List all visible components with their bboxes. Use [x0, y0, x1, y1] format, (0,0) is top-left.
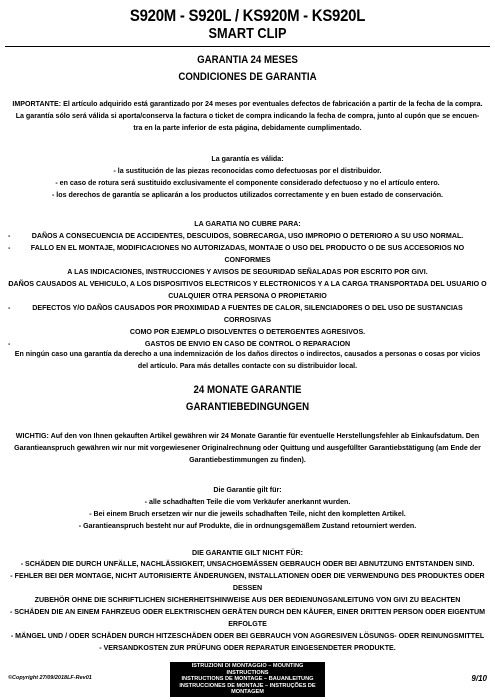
- es-valid-title: La garantía es válida:: [211, 155, 284, 163]
- es-not-item: - DAÑOS CAUSADOS AL VEHICULO, A LOS DISPOSITIVOS ELECTRICOS Y ELECTRONICOS Y A LA CARGA TRANSPORTADA DEL USUARIO O: [8, 278, 487, 290]
- es-title-2: CONDICIONES DE GARANTIA: [178, 71, 317, 83]
- instructions-banner: [170, 662, 325, 697]
- de-valid-title: Die Garantie gilt für:: [213, 486, 282, 494]
- es-intro-line: La garantía sólo será válida si aporta/conserva la factura o ticket de compra indicando la fecha de compra, junto al cupón que se encuen-: [15, 112, 480, 120]
- es-closing-line: En ningún caso una garantía da derecho a una indemnización de los daños directos o indirectos, causados a personas o cosas por vicios: [14, 350, 481, 358]
- es-closing-line: del artículo. Para más detalles contacte con su distribuidor local.: [137, 362, 358, 370]
- banner-line: INSTRUCTIONS DE MONTAGE – BAUANLEITUNG: [181, 676, 314, 682]
- de-title-2: GARANTIEBEDINGUNGEN: [185, 401, 310, 413]
- de-intro-line: WICHTIG: Auf den von Ihnen gekauften Artikel gewähren wir 24 Monate Garantie für eventuelle Herstellungsfehler ab Einkaufsdatum. Den: [15, 432, 480, 440]
- es-valid-item: - en caso de rotura será sustituido exclusivamente el componente considerado defectuoso y no el artículo entero.: [55, 179, 440, 187]
- de-not-item: - FEHLER BEI DER MONTAGE, NICHT AUTORISIERTE ÄNDERUNGEN, INSTALLATIONEN ODER DIE VERWENDUNG DES PRODUKTES ODER DESSEN: [10, 572, 485, 592]
- es-title-1: GARANTIA 24 MESES: [197, 54, 298, 66]
- es-intro: [8, 98, 487, 134]
- es-valid-list: [8, 165, 487, 201]
- de-title-1: 24 MONATE GARANTIE: [193, 384, 302, 396]
- de-valid-item: - Bei einem Bruch ersetzen wir nur die jeweils schadhaften Teile, nicht den kompletten Artikel.: [89, 510, 406, 518]
- es-intro-line: tra en la parte inferior de esta página, debidamente cumplimentado.: [133, 124, 362, 132]
- es-not-list: [8, 230, 487, 350]
- header-rule: [5, 46, 490, 47]
- banner-line: INSTRUCCIONES DE MONTAJE – INSTRUÇÕES DE MONTAGEM: [179, 682, 316, 695]
- es-not-item-cont: COMO POR EJEMPLO DISOLVENTES O DETERGENTES AGRESIVOS.: [129, 328, 366, 336]
- product-name: SMART CLIP: [208, 25, 287, 42]
- es-not-item: - FALLO EN EL MONTAJE, MODIFICACIONES NO AUTORIZADAS, MONTAJE O USO DEL PRODUCTO O DE SUS ACCESORIOS NO CONFORMES: [8, 242, 487, 266]
- de-intro-line: Garantieanspruch gewähren wir nur mit vorgewiesener Originalrechnung oder Quittung und ausgefüllter Garantiebstätigung (am Ende der: [14, 444, 481, 452]
- page-number: 9/10: [471, 674, 487, 683]
- de-intro-line: Garantiebestimmungen zu finden).: [189, 456, 306, 464]
- es-not-item: - DAÑOS A CONSECUENCIA DE ACCIDENTES, DESCUIDOS, SOBRECARGA, USO IMPROPIO O DETERIORO A SU USO NORMAL.: [8, 230, 487, 242]
- de-not-item: - VERSANDKOSTEN ZUR PRÜFUNG ODER REPARATUR EINGESENDETER PRODUKTE.: [99, 644, 396, 652]
- model-numbers: S920M - S920L / KS920M - KS920L: [129, 6, 366, 25]
- de-not-title: DIE GARANTIE GILT NICHT FÜR:: [192, 549, 303, 557]
- es-not-item-cont: CUALQUIER OTRA PERSONA O PROPIETARIO: [168, 292, 327, 300]
- es-valid-item: - la sustitución de las piezas reconocidas como defectuosas por el distribuidor.: [113, 167, 382, 175]
- de-not-item: - MÄNGEL UND / ODER SCHÄDEN DURCH HITZESCHÄDEN ODER BEI GEBRAUCH VON AGGRESIVEN LÖSUNGS- ODER REINUNGSMITTEL: [10, 632, 485, 640]
- es-not-item: - DEFECTOS Y/O DAÑOS CAUSADOS POR PROXIMIDAD A FUENTES DE CALOR, SILENCIADORES O DEL USO DE SUSTANCIAS CORROSIVAS: [8, 302, 487, 326]
- de-not-item: ZUBEHÖR OHNE DIE SCHRIFTLICHEN SICHERHEITSHINWEISE AUS DER BEDIENUNGSANLEITUNG VON GIVI ZU BEACHTEN: [34, 596, 461, 604]
- es-valid-item: - los derechos de garantía se aplicarán a los productos utilizados correctamente y en buen estado de conservación.: [51, 191, 444, 199]
- es-intro-line: IMPORTANTE: El artículo adquirido está garantizado por 24 meses por eventuales defectos de fabricación a partir de la fecha de la compra.: [12, 100, 483, 108]
- es-closing: [8, 348, 487, 372]
- es-not-title: LA GARATIA NO CUBRE PARA:: [194, 220, 301, 228]
- de-valid-item: - alle schadhaften Teile die vom Verkäufer anerkannt wurden.: [144, 498, 351, 506]
- es-not-item: - GASTOS DE ENVIO EN CASO DE CONTROL O REPARACION: [8, 338, 487, 350]
- banner-line: ISTRUZIONI DI MONTAGGIO – MOUNTING INSTRUCTIONS: [191, 663, 304, 676]
- de-not-item: - SCHÄDEN DIE DURCH UNFÄLLE, NACHLÄSSIGKEIT, UNSACHGEMÄSSEN GEBRAUCH ODER BEI ABNUTZUNG ENTSTANDEN SIND.: [20, 560, 475, 568]
- de-valid-item: - Garantieanspruch besteht nur auf Produkte, die in ordnungsgemäßem Zustand retourniert werden.: [78, 522, 417, 530]
- page-footer: [0, 660, 495, 700]
- copyright-text: ©Copyright 27/09/2018LF-Rev01: [8, 675, 92, 681]
- de-not-item: - SCHÄDEN DIE AN EINEM FAHRZEUG ODER ELEKTRISCHEN GERÄTEN DURCH DEN KÄUFER, EINER DRITTEN PERSON ODER EIGENTUM ERFOLGTE: [9, 608, 486, 628]
- de-valid-list: [8, 496, 487, 532]
- de-intro: [8, 430, 487, 466]
- es-not-item-cont: A LAS INDICACIONES, INSTRUCCIONES Y AVISOS DE SEGURIDAD SEÑALADAS POR ESCRITO POR GIVI.: [67, 268, 428, 276]
- de-not-list: [8, 558, 487, 654]
